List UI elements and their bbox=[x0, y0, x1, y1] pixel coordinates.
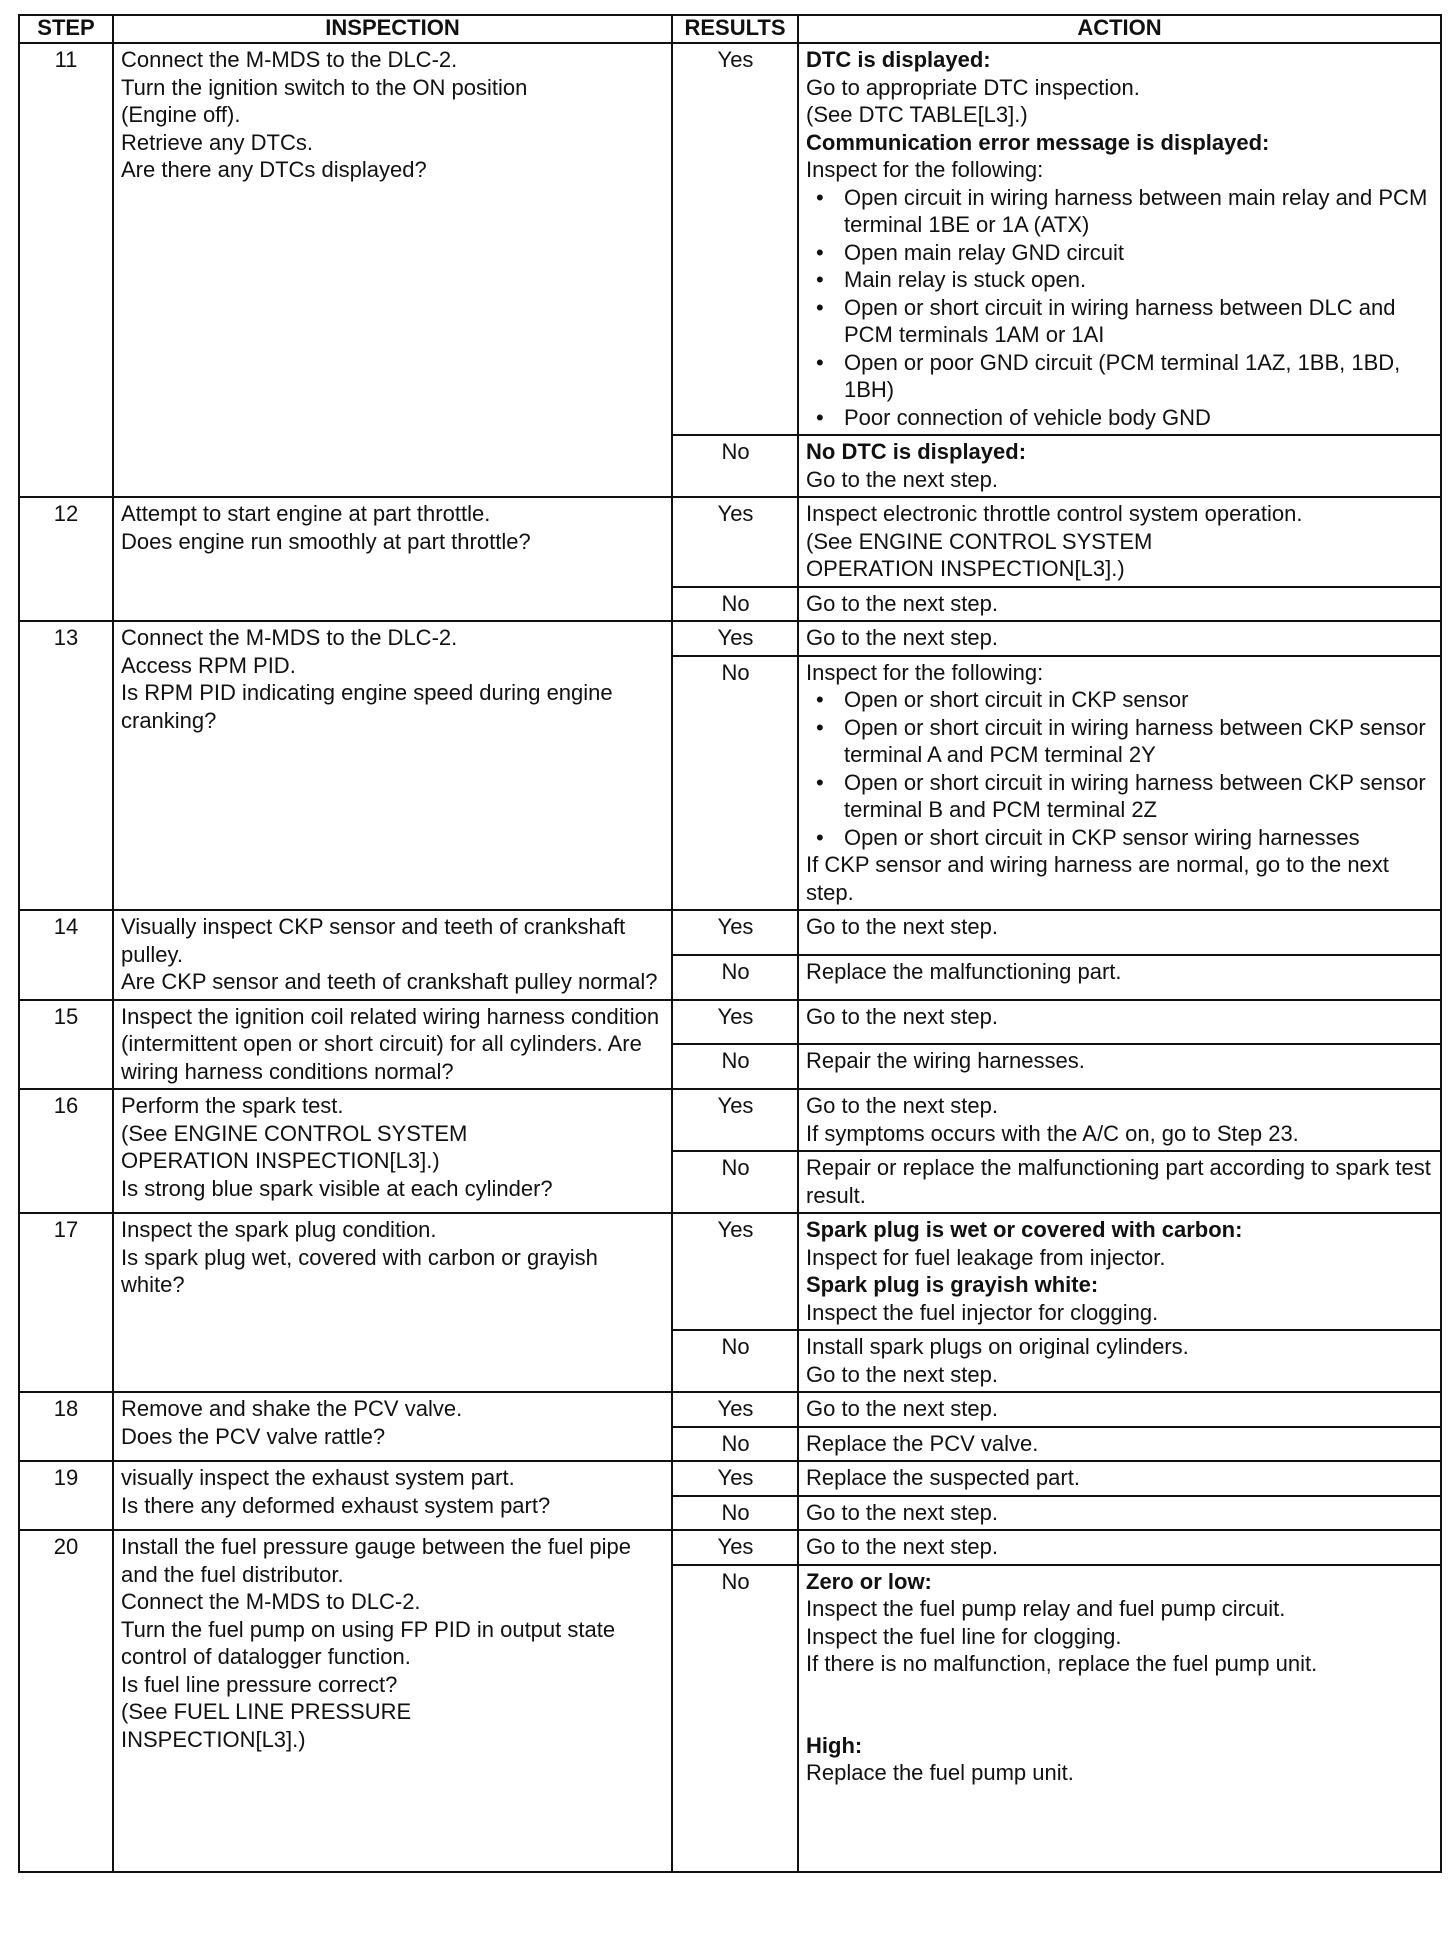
bullet-item: • Open or short circuit in wiring harness between CKP sensor terminal A and PCM terminal 2Y bbox=[806, 714, 1434, 769]
action-line: Go to the next step. bbox=[806, 1093, 999, 1118]
action-line: Inspect for fuel leakage from injector. bbox=[806, 1244, 1166, 1270]
inspection-line: Access RPM PID. bbox=[121, 652, 296, 678]
action-line: Go to the next step. bbox=[806, 914, 999, 939]
spacer bbox=[806, 1787, 1434, 1814]
table-row bbox=[19, 1461, 1441, 1496]
inspection-line: Does the PCV valve rattle? bbox=[121, 1423, 386, 1449]
inspection-line: Does engine run smoothly at part throttle? bbox=[121, 528, 531, 554]
step-number: 16 bbox=[19, 1089, 113, 1213]
inspection-line: Connect the M-MDS to the DLC-2. bbox=[121, 47, 458, 72]
step-number: 20 bbox=[19, 1530, 113, 1872]
action-cell bbox=[798, 1392, 1441, 1427]
result-label: No bbox=[672, 1044, 798, 1089]
inspection-line: Are CKP sensor and teeth of crankshaft pulley normal? bbox=[121, 969, 658, 994]
action-heading: Spark plug is grayish white: bbox=[806, 1272, 1099, 1297]
inspection-cell bbox=[113, 910, 672, 1000]
action-heading: Zero or low: bbox=[806, 1568, 932, 1594]
step-number: 14 bbox=[19, 910, 113, 1000]
action-line: Go to the next step. bbox=[806, 590, 999, 616]
action-heading: High: bbox=[806, 1732, 863, 1758]
result-label: No bbox=[672, 1151, 798, 1213]
inspection-line: Attempt to start engine at part throttle. bbox=[121, 501, 491, 526]
header-action: ACTION bbox=[798, 15, 1441, 43]
diagnostic-table bbox=[18, 14, 1442, 1873]
result-label: Yes bbox=[672, 1089, 798, 1151]
action-cell bbox=[798, 1530, 1441, 1565]
action-line: Repair or replace the malfunctioning part according to spark test result. bbox=[806, 1155, 1438, 1208]
spacer bbox=[806, 1705, 1434, 1732]
table-row bbox=[19, 1089, 1441, 1151]
action-line: Go to the next step. bbox=[806, 1396, 999, 1421]
inspection-line: Is RPM PID indicating engine speed during engine cranking? bbox=[121, 680, 619, 733]
table-row bbox=[19, 910, 1441, 955]
header-row bbox=[19, 15, 1441, 43]
action-cell bbox=[798, 587, 1441, 622]
table-row bbox=[19, 497, 1441, 587]
step-number: 15 bbox=[19, 1000, 113, 1090]
inspection-line: Inspect the spark plug condition. bbox=[121, 1217, 437, 1242]
action-line: Inspect for the following: bbox=[806, 157, 1044, 182]
inspection-cell bbox=[113, 621, 672, 910]
action-cell bbox=[798, 1089, 1441, 1151]
action-line: Go to the next step. bbox=[806, 625, 999, 650]
result-label: No bbox=[672, 1427, 798, 1462]
result-label: No bbox=[672, 1330, 798, 1392]
result-label: No bbox=[672, 435, 798, 497]
inspection-line: Perform the spark test. bbox=[121, 1093, 344, 1118]
action-line: Inspect electronic throttle control system operation. bbox=[806, 501, 1303, 526]
inspection-line: OPERATION INSPECTION[L3].) bbox=[121, 1148, 440, 1173]
step-number: 11 bbox=[19, 43, 113, 497]
action-cell bbox=[798, 1000, 1441, 1045]
action-heading: Spark plug is wet or covered with carbon: bbox=[806, 1217, 1243, 1242]
inspection-line: (See ENGINE CONTROL SYSTEM bbox=[121, 1120, 468, 1146]
action-line: Replace the PCV valve. bbox=[806, 1430, 1039, 1456]
table-row bbox=[19, 1530, 1441, 1565]
action-line: Inspect the fuel line for clogging. bbox=[806, 1623, 1122, 1649]
inspection-line: Remove and shake the PCV valve. bbox=[121, 1396, 463, 1421]
action-line: Inspect the fuel pump relay and fuel pump circuit. bbox=[806, 1596, 1286, 1621]
action-line: Replace the suspected part. bbox=[806, 1465, 1080, 1490]
inspection-line: Install the fuel pressure gauge between the fuel pipe and the fuel distributor. bbox=[121, 1534, 638, 1587]
table-row bbox=[19, 1213, 1441, 1330]
header-inspection: INSPECTION bbox=[113, 15, 672, 43]
inspection-line: Are there any DTCs displayed? bbox=[121, 157, 427, 182]
table-row bbox=[19, 621, 1441, 656]
result-label: Yes bbox=[672, 1392, 798, 1427]
inspection-line: Connect the M-MDS to the DLC-2. bbox=[121, 625, 458, 650]
action-line: Repair the wiring harnesses. bbox=[806, 1048, 1085, 1074]
result-label: No bbox=[672, 587, 798, 622]
inspection-cell bbox=[113, 1089, 672, 1213]
result-label: Yes bbox=[672, 1530, 798, 1565]
action-line: Install spark plugs on original cylinders. bbox=[806, 1334, 1189, 1359]
action-line: Go to the next step. bbox=[806, 1003, 999, 1029]
result-label: Yes bbox=[672, 1213, 798, 1330]
table-row bbox=[19, 43, 1441, 435]
inspection-line: Turn the fuel pump on using FP PID in output state control of datalogger function. bbox=[121, 1616, 622, 1669]
action-cell bbox=[798, 1427, 1441, 1462]
action-line: If symptoms occurs with the A/C on, go to Step 23. bbox=[806, 1120, 1299, 1146]
inspection-cell bbox=[113, 43, 672, 497]
action-line: Inspect the fuel injector for clogging. bbox=[806, 1299, 1159, 1325]
step-number: 19 bbox=[19, 1461, 113, 1530]
header-step: STEP bbox=[19, 15, 113, 43]
action-heading: Communication error message is displayed: bbox=[806, 129, 1270, 155]
bullet-item: • Open or short circuit in CKP sensor bbox=[806, 686, 1434, 714]
step-number: 13 bbox=[19, 621, 113, 910]
action-cell bbox=[798, 497, 1441, 587]
action-cell bbox=[798, 1330, 1441, 1392]
action-line: If there is no malfunction, replace the fuel pump unit. bbox=[806, 1651, 1318, 1676]
inspection-line: Retrieve any DTCs. bbox=[121, 129, 313, 155]
inspection-line: Is there any deformed exhaust system part? bbox=[121, 1492, 551, 1518]
bullet-item: • Main relay is stuck open. bbox=[806, 266, 1434, 294]
action-cell bbox=[798, 43, 1441, 435]
inspection-line: Turn the ignition switch to the ON position bbox=[121, 74, 528, 100]
action-line: (See ENGINE CONTROL SYSTEM bbox=[806, 528, 1153, 554]
action-heading: No DTC is displayed: bbox=[806, 439, 1027, 464]
inspection-cell bbox=[113, 1530, 672, 1872]
step-number: 12 bbox=[19, 497, 113, 621]
bullet-list bbox=[806, 184, 1434, 432]
spacer bbox=[806, 1814, 1434, 1841]
bullet-item: • Open or poor GND circuit (PCM terminal 1AZ, 1BB, 1BD, 1BH) bbox=[806, 349, 1434, 404]
action-line: Go to appropriate DTC inspection. bbox=[806, 74, 1140, 100]
inspection-cell bbox=[113, 1000, 672, 1090]
result-label: No bbox=[672, 1496, 798, 1531]
result-label: Yes bbox=[672, 1000, 798, 1045]
action-cell bbox=[798, 1461, 1441, 1496]
result-label: Yes bbox=[672, 910, 798, 955]
action-cell bbox=[798, 621, 1441, 656]
inspection-line: (See FUEL LINE PRESSURE bbox=[121, 1699, 412, 1724]
spacer bbox=[806, 1678, 1434, 1705]
action-line: Go to the next step. bbox=[806, 1499, 999, 1525]
table-row bbox=[19, 1392, 1441, 1427]
inspection-cell bbox=[113, 1392, 672, 1461]
header-results: RESULTS bbox=[672, 15, 798, 43]
inspection-line: Visually inspect CKP sensor and teeth of crankshaft pulley. bbox=[121, 914, 632, 967]
result-label: No bbox=[672, 955, 798, 1000]
result-label: Yes bbox=[672, 621, 798, 656]
diagnostic-page bbox=[18, 14, 1440, 1873]
action-line: If CKP sensor and wiring harness are normal, go to the next step. bbox=[806, 852, 1396, 905]
bullet-item: • Open or short circuit in wiring harness between CKP sensor terminal B and PCM terminal 2Z bbox=[806, 769, 1434, 824]
step-number: 17 bbox=[19, 1213, 113, 1392]
bullet-item: • Open main relay GND circuit bbox=[806, 239, 1434, 267]
action-cell bbox=[798, 1044, 1441, 1089]
inspection-line: Is strong blue spark visible at each cylinder? bbox=[121, 1175, 553, 1201]
action-line: Replace the malfunctioning part. bbox=[806, 958, 1122, 984]
inspection-line: Is spark plug wet, covered with carbon or grayish white? bbox=[121, 1244, 605, 1297]
bullet-item: • Open circuit in wiring harness between main relay and PCM terminal 1BE or 1A (ATX) bbox=[806, 184, 1434, 239]
action-line: OPERATION INSPECTION[L3].) bbox=[806, 556, 1125, 581]
inspection-line: Connect the M-MDS to DLC-2. bbox=[121, 1589, 421, 1614]
action-heading: DTC is displayed: bbox=[806, 47, 991, 72]
step-number: 18 bbox=[19, 1392, 113, 1461]
inspection-cell bbox=[113, 497, 672, 621]
bullet-item: • Open or short circuit in wiring harness between DLC and PCM terminals 1AM or 1AI bbox=[806, 294, 1434, 349]
table-body bbox=[19, 43, 1441, 1872]
inspection-cell bbox=[113, 1213, 672, 1392]
action-cell bbox=[798, 955, 1441, 1000]
inspection-cell bbox=[113, 1461, 672, 1530]
spacer bbox=[806, 1841, 1434, 1868]
result-label: No bbox=[672, 1565, 798, 1872]
action-cell bbox=[798, 1496, 1441, 1531]
bullet-item: • Open or short circuit in CKP sensor wiring harnesses bbox=[806, 824, 1434, 852]
inspection-line: (Engine off). bbox=[121, 102, 241, 127]
action-cell bbox=[798, 435, 1441, 497]
action-line: Go to the next step. bbox=[806, 1534, 999, 1559]
action-cell bbox=[798, 1151, 1441, 1213]
action-cell bbox=[798, 910, 1441, 955]
action-cell bbox=[798, 1213, 1441, 1330]
inspection-line: visually inspect the exhaust system part. bbox=[121, 1465, 515, 1490]
action-cell bbox=[798, 656, 1441, 911]
action-line: Replace the fuel pump unit. bbox=[806, 1760, 1074, 1785]
action-cell bbox=[798, 1565, 1441, 1872]
action-line: Go to the next step. bbox=[806, 466, 999, 492]
inspection-line: INSPECTION[L3].) bbox=[121, 1726, 306, 1752]
action-line: Inspect for the following: bbox=[806, 659, 1044, 685]
table-row bbox=[19, 1000, 1441, 1045]
bullet-item: • Poor connection of vehicle body GND bbox=[806, 404, 1434, 432]
bullet-list bbox=[806, 686, 1434, 851]
inspection-line: Inspect the ignition coil related wiring harness condition (intermittent open or short circuit) for all cylinders. Are wiring harness conditions normal? bbox=[121, 1003, 666, 1084]
action-line: Go to the next step. bbox=[806, 1361, 999, 1387]
result-label: Yes bbox=[672, 497, 798, 587]
action-line: (See DTC TABLE[L3].) bbox=[806, 102, 1028, 127]
inspection-line: Is fuel line pressure correct? bbox=[121, 1671, 398, 1697]
result-label: Yes bbox=[672, 1461, 798, 1496]
result-label: No bbox=[672, 656, 798, 911]
result-label: Yes bbox=[672, 43, 798, 435]
